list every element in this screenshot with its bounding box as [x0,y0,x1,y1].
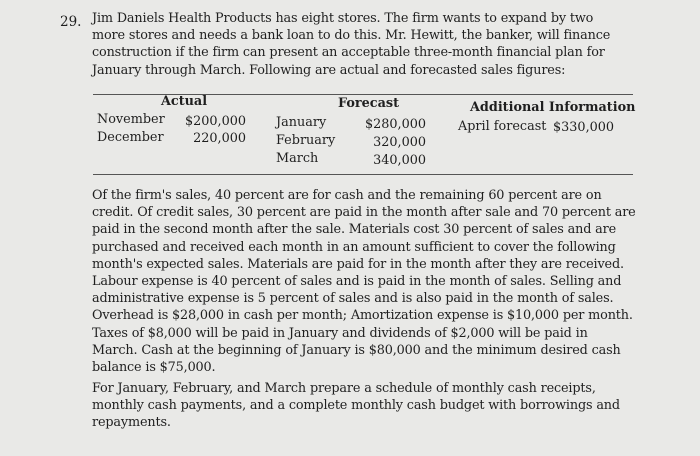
table-bottom-rule [93,174,633,175]
actual-month-december: December [97,130,164,145]
forecast-value-january: $280,000 [364,117,426,132]
forecast-month-february: February [276,133,336,148]
body-line: Overhead is $28,000 in cash per month; Amortization expense is $10,000 per month. [92,308,633,324]
body-line: credit. Of credit sales, 30 percent are paid in the month after sale and 70 percent are [92,205,636,221]
additional-info-header: Additional Information [470,100,636,115]
intro-line: construction if the firm can present an acceptable three-month financial plan for [92,45,605,61]
body-line: paid in the second month after the sale. Materials cost 30 percent of sales and are [92,222,617,238]
body-paragraph [92,187,636,376]
body-line: administrative expense is 5 percent of sales and is also paid in the month of sales. [92,291,614,307]
task-line: monthly cash payments, and a complete monthly cash budget with borrowings and [92,398,620,414]
body-line: month's expected sales. Materials are paid for in the month after they are received. [92,256,624,272]
forecast-value-march: 340,000 [373,153,426,168]
task-line: For January, February, and March prepare a schedule of monthly cash receipts, [92,381,596,396]
question-number: 29. [60,14,82,30]
actual-header: Actual [161,94,208,109]
intro-line: more stores and needs a bank loan to do this. Mr. Hewitt, the banker, will finance [92,28,611,44]
forecast-month-january: January [276,115,327,130]
body-line: Labour expense is 40 percent of sales and is paid in the month of sales. Selling and [92,274,622,290]
actual-value-november: $200,000 [184,114,246,129]
forecast-header: Forecast [338,96,400,111]
task-paragraph [92,380,632,432]
additional-label-april: April forecast [458,119,547,134]
intro-line: Jim Daniels Health Products has eight stores. The firm wants to expand by two [92,11,594,26]
intro-line: January through March. Following are actual and forecasted sales figures: [92,62,566,78]
actual-value-december: 220,000 [193,131,246,146]
body-line: Taxes of $8,000 will be paid in January and dividends of $2,000 will be paid in [92,325,588,341]
task-line: repayments. [92,415,171,431]
forecast-month-march: March [276,151,319,166]
body-line: purchased and received each month in an amount sufficient to cover the following [92,239,616,255]
body-line: balance is $75,000. [92,360,216,376]
body-line: March. Cash at the beginning of January is $80,000 and the minimum desired cash [92,342,621,358]
additional-value-april: $330,000 [553,120,615,135]
intro-paragraph [92,10,632,79]
body-line: Of the firm's sales, 40 percent are for cash and the remaining 60 percent are on [92,188,602,203]
forecast-value-february: 320,000 [373,135,426,150]
actual-month-november: November [97,112,165,127]
